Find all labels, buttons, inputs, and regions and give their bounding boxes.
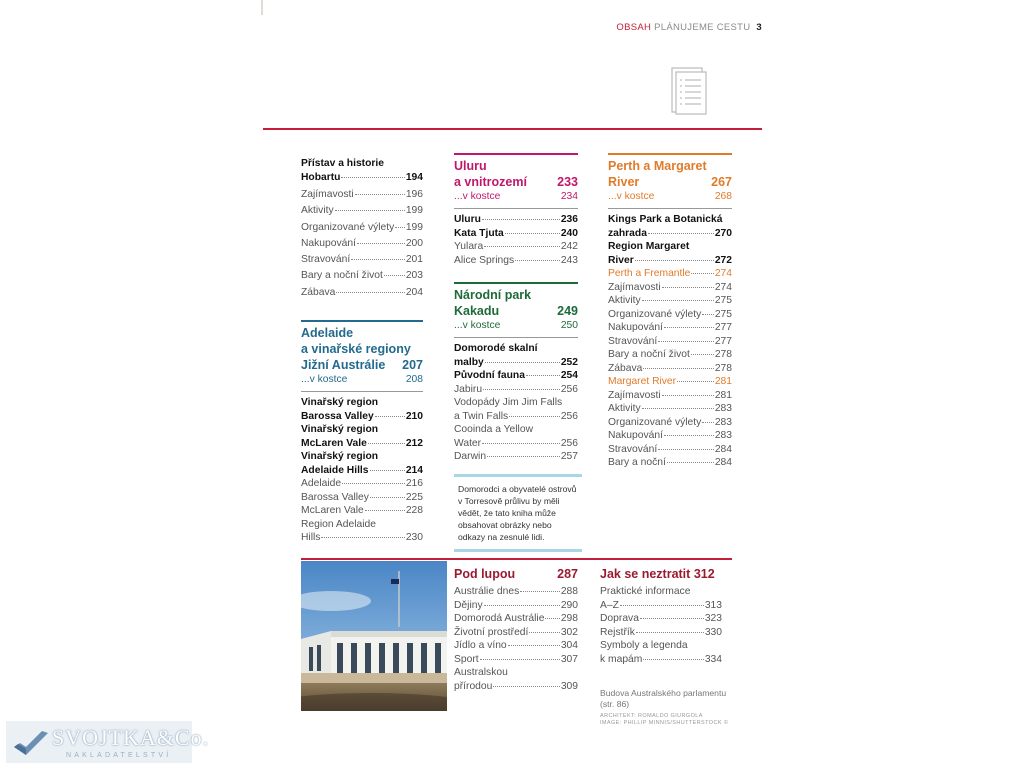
toc-entry[interactable]	[608, 348, 732, 362]
toc-entry-page: 228	[405, 505, 423, 517]
jak-entries	[600, 585, 722, 666]
toc-entry-line1: Symboly a legenda	[600, 640, 688, 651]
toc-entry-label: McLaren Vale	[301, 437, 367, 449]
uluru-entries	[454, 208, 578, 267]
toc-entry-label: A–Z	[600, 599, 619, 611]
toc-entry-page: 330	[704, 626, 722, 638]
toc-entry-label: Jabiru	[454, 383, 483, 395]
toc-entry-label: Uluru	[454, 214, 481, 225]
section-page: 267	[711, 175, 732, 189]
toc-entry-line1: Region Margaret	[608, 241, 690, 252]
toc-entry[interactable]	[454, 585, 578, 599]
section-perth[interactable]	[608, 153, 732, 203]
toc-entry-line1: Australskou	[454, 667, 508, 678]
toc-entry-label: Bary a noční	[608, 457, 666, 468]
toc-entry[interactable]	[454, 450, 578, 464]
toc-entry-page: 252	[560, 356, 578, 368]
toc-entry-page: 199	[405, 221, 423, 233]
toc-entry-page: 281	[714, 389, 732, 401]
toc-entry-page: 256	[560, 383, 578, 395]
toc-entry-label: zahrada	[608, 227, 647, 239]
toc-entry-line1: Vinařský region	[301, 424, 379, 436]
toc-entry-page: 275	[714, 295, 732, 306]
publisher-subtitle: NAKLADATELSTVÍ	[66, 752, 172, 759]
toc-entry-page: 274	[714, 281, 732, 293]
toc-column-2	[454, 153, 578, 464]
section-title-line2: a vinařské regiony	[301, 342, 411, 357]
toc-entry-page: 281	[714, 376, 732, 387]
toc-entry-page: 304	[560, 640, 578, 651]
toc-entry-page: 284	[714, 457, 732, 468]
toc-entry[interactable]	[608, 254, 732, 268]
publisher-logo-icon	[12, 727, 50, 757]
adelaide-entries	[301, 391, 423, 545]
toc-column-1	[301, 157, 423, 545]
toc-entry-page: 236	[560, 214, 578, 225]
toc-entry[interactable]	[301, 531, 423, 545]
section-page: 312	[693, 567, 715, 581]
toc-entry-page: 283	[714, 403, 732, 414]
toc-entry-page: 201	[405, 254, 423, 266]
toc-entry-page: 313	[704, 599, 722, 611]
toc-entry-label: Stravování	[301, 254, 351, 266]
toc-entry[interactable]	[608, 416, 732, 430]
toc-entry-page: 194	[405, 171, 423, 183]
toc-entry-label: Hobartu	[301, 171, 341, 183]
toc-entry-page: 298	[560, 613, 578, 624]
toc-entry-line1: Kings Park a Botanická	[608, 214, 723, 225]
toc-entry-page: 240	[560, 227, 578, 239]
photo-caption: Budova Australského parlamentu (str. 86)	[600, 688, 727, 709]
toc-entry-page: 243	[560, 254, 578, 266]
section-uluru[interactable]	[454, 153, 578, 203]
toc-entry-page: 278	[714, 362, 732, 374]
toc-entry-label: Rejstřík	[600, 626, 635, 638]
toc-entry-label: Stravování	[608, 335, 658, 347]
toc-entry-page: 288	[560, 586, 578, 597]
top-divider	[263, 128, 762, 130]
toc-entry-label: Zábava	[608, 362, 643, 374]
toc-entry[interactable]	[608, 389, 732, 403]
toc-entry[interactable]	[454, 437, 578, 451]
toc-entry-page: 307	[560, 653, 578, 665]
toc-entry-label: a Twin Falls	[454, 410, 509, 422]
section-title-line2: River 267	[608, 175, 732, 189]
toc-column-3	[608, 153, 732, 470]
photo-credit	[600, 713, 732, 726]
section-page: 233	[557, 175, 578, 189]
toc-entry-label: Jídlo a víno	[454, 640, 507, 651]
toc-entry-page: 204	[405, 286, 423, 298]
toc-entry[interactable]	[454, 612, 578, 626]
toc-entry[interactable]	[608, 227, 732, 241]
toc-entry-label: Organizované výlety	[608, 416, 702, 428]
toc-entry[interactable]	[454, 599, 578, 613]
toc-entry-label: Adelaide Hills	[301, 464, 369, 476]
toc-entry[interactable]	[301, 187, 423, 203]
toc-entry-line1: Praktické informace	[600, 586, 691, 597]
toc-entry[interactable]	[608, 281, 732, 295]
toc-entry-line1: Vinařský region	[301, 397, 379, 409]
toc-entry-page: 284	[714, 443, 732, 455]
toc-entry-label: Nakupování	[608, 322, 663, 333]
toc-entry[interactable]	[454, 254, 578, 268]
toc-entry-page: 225	[405, 491, 423, 503]
toc-entry[interactable]	[301, 477, 423, 491]
section-page: 207	[402, 358, 423, 373]
toc-entry[interactable]	[301, 491, 423, 505]
toc-entry-page: 274	[714, 268, 732, 279]
toc-entry-page: 323	[704, 613, 722, 624]
toc-entry[interactable]	[600, 626, 722, 640]
toc-entry-label: malby	[454, 356, 484, 368]
toc-entry-page: 256	[560, 410, 578, 422]
toc-entry-label: McLaren Vale	[301, 505, 364, 517]
toc-entry-page: 334	[704, 653, 722, 665]
toc-entry-label: Adelaide	[301, 478, 342, 490]
toc-entry-label: Hills	[301, 532, 321, 544]
toc-entry-label: Water	[454, 437, 482, 449]
toc-entry[interactable]	[301, 504, 423, 518]
toc-entry-hobart[interactable]	[301, 171, 423, 185]
toc-entry-label: Aktivity	[301, 205, 334, 217]
toc-entry-page: 212	[405, 437, 423, 449]
toc-entry[interactable]	[454, 227, 578, 241]
toc-entry-page: 199	[405, 205, 423, 217]
toc-entry-page: 230	[405, 532, 423, 544]
toc-entry-page: 290	[560, 599, 578, 611]
toc-entry-page: 270	[714, 227, 732, 239]
section-jak-se-neztratit	[600, 566, 722, 666]
toc-entry-page: 272	[714, 254, 732, 266]
section-title[interactable]: Jak se neztratit 312	[600, 567, 715, 581]
toc-entry-page: 256	[560, 437, 578, 449]
toc-entry-hobart-line1: Přístav a historie	[301, 158, 384, 169]
section-page: 249	[557, 304, 578, 318]
toc-entry-label: Kata Tjuta	[454, 227, 504, 239]
toc-entry-label: přírodou	[454, 680, 493, 692]
toc-entry-label: Barossa Valley	[301, 410, 374, 422]
section-title-line3: Jižní Austrálie 207	[301, 358, 423, 373]
perth-entries	[608, 208, 732, 470]
section-title-line1: Uluru	[454, 159, 487, 173]
bottom-divider	[301, 558, 732, 560]
toc-entry[interactable]	[454, 213, 578, 227]
toc-entry[interactable]	[454, 240, 578, 254]
toc-entry-page: 200	[405, 237, 423, 249]
section-title-line1: Adelaide	[301, 326, 354, 341]
toc-entry[interactable]	[608, 362, 732, 376]
toc-entry-page: 257	[560, 451, 578, 462]
toc-entry-label: Austrálie dnes	[454, 586, 520, 597]
toc-entry-page: 203	[405, 270, 423, 282]
toc-entry-line1: Vinařský region	[301, 451, 379, 463]
credit-image: IMAGE: PHILLIP MINNIS/SHUTTERSTOCK ©	[600, 719, 729, 726]
toc-entry-label: Stravování	[608, 443, 658, 455]
toc-entry[interactable]	[608, 335, 732, 349]
toc-entry-label: Bary a noční život	[608, 349, 690, 360]
toc-entry[interactable]	[608, 443, 732, 457]
section-page: 287	[557, 567, 578, 581]
section-title-line2: Kakadu 249	[454, 304, 578, 318]
section-title[interactable]: Pod lupou 287	[454, 567, 578, 581]
hobart-list	[301, 187, 423, 301]
toc-entry[interactable]	[454, 369, 578, 383]
toc-subsection-fremantle[interactable]	[608, 267, 732, 281]
parliament-house-photo	[301, 561, 447, 711]
indigenous-notice: Domorodci a obyvatelé ostrovů v Torresově průlivu by měli vědět, že tato kniha může obsahovat obrázky nebo odkazy na zesnulé lidi.	[454, 474, 582, 552]
toc-entry[interactable]	[454, 410, 578, 424]
section-kostce[interactable]: ...v kostce 250	[454, 320, 578, 331]
toc-entry[interactable]	[301, 203, 423, 219]
toc-entry[interactable]	[608, 321, 732, 335]
toc-entry[interactable]	[454, 653, 578, 667]
toc-entry[interactable]	[600, 653, 722, 667]
toc-entry-label: Nakupování	[301, 237, 356, 249]
toc-entry[interactable]	[301, 410, 423, 424]
pod-lupou-entries	[454, 585, 578, 693]
toc-entry-page: 277	[714, 335, 732, 347]
toc-entry-label: Aktivity	[608, 295, 641, 306]
toc-subsection-margaret[interactable]	[608, 375, 732, 389]
toc-entry-page: 302	[560, 626, 578, 638]
toc-entry-page: 283	[714, 430, 732, 441]
publisher-logo-text: SVOJTKA&Co.	[52, 725, 210, 750]
section-title-line2: a vnitrozemí 233	[454, 175, 578, 189]
toc-entry-label: Barossa Valley	[301, 491, 369, 503]
toc-entry-label: Margaret River	[608, 376, 677, 387]
toc-entry-label: River	[608, 254, 634, 266]
toc-entry[interactable]	[301, 285, 423, 301]
toc-entry-label: Yulara	[454, 241, 484, 252]
toc-entry[interactable]	[600, 612, 722, 626]
publisher-watermark	[6, 721, 210, 763]
toc-entry-label: Nakupování	[608, 430, 663, 441]
toc-entry-line1: Cooinda a Yellow	[454, 424, 534, 435]
toc-entry[interactable]	[301, 437, 423, 451]
section-title-line1: Národní park	[454, 288, 532, 302]
toc-entry[interactable]	[454, 639, 578, 653]
kakadu-entries	[454, 337, 578, 464]
toc-entry-label: Organizované výlety	[608, 308, 702, 320]
toc-entry[interactable]	[608, 429, 732, 443]
section-kostce[interactable]: ...v kostce 268	[608, 191, 732, 202]
toc-entry-label: Perth a Fremantle	[608, 268, 691, 279]
toc-entry-page: 214	[405, 464, 423, 476]
running-header	[616, 22, 762, 33]
toc-entry[interactable]	[454, 356, 578, 370]
toc-entry-label: Bary a noční život	[301, 270, 383, 282]
header-plan: PLÁNUJEME CESTU	[654, 22, 751, 33]
toc-entry-label: Zajímavosti	[608, 281, 661, 293]
toc-entry-label: Doprava	[600, 613, 639, 624]
section-kostce[interactable]: ...v kostce 234	[454, 191, 578, 202]
toc-entry[interactable]	[301, 268, 423, 284]
toc-entry-label: Sport	[454, 653, 479, 665]
toc-entry[interactable]	[301, 252, 423, 268]
toc-entry[interactable]	[454, 626, 578, 640]
toc-entry[interactable]	[600, 599, 722, 613]
toc-entry-page: 210	[405, 410, 423, 422]
toc-entry-label: Domorodá Austrálie	[454, 613, 545, 624]
toc-entry-page: 277	[714, 322, 732, 333]
toc-entry[interactable]	[301, 464, 423, 478]
section-adelaide[interactable]	[301, 320, 423, 386]
toc-entry-label: k mapám	[600, 653, 643, 665]
section-kakadu[interactable]	[454, 282, 578, 332]
toc-entry-label: Zábava	[301, 286, 336, 298]
section-kostce[interactable]: ...v kostce 208	[301, 374, 423, 386]
toc-entry-label: Zajímavosti	[608, 389, 661, 401]
header-page-number: 3	[756, 22, 762, 33]
toc-entry-label: Darwin	[454, 451, 487, 462]
toc-entry[interactable]	[608, 308, 732, 322]
toc-entry-page: 275	[714, 308, 732, 320]
toc-entry[interactable]	[608, 294, 732, 308]
toc-entry[interactable]	[454, 680, 578, 694]
toc-entry[interactable]	[454, 383, 578, 397]
header-obsah: OBSAH	[616, 22, 652, 33]
toc-entry-label: Původní fauna	[454, 370, 525, 381]
toc-entry-label: Dějiny	[454, 599, 483, 611]
toc-entry-page: 242	[560, 241, 578, 252]
toc-entry-line1: Region Adelaide	[301, 518, 376, 530]
toc-entry-page: 216	[405, 478, 423, 490]
toc-entry-label: Aktivity	[608, 403, 641, 414]
toc-entry-page: 196	[405, 189, 423, 200]
document-list-icon	[668, 66, 708, 116]
toc-entry-page: 283	[714, 416, 732, 428]
section-pod-lupou	[454, 566, 578, 693]
toc-entry-label: Zajímavosti	[301, 189, 354, 200]
toc-entry-label: Alice Springs	[454, 254, 515, 266]
toc-entry-page: 254	[560, 370, 578, 381]
credit-architect: ARCHITEKT: ROMALDO GIURGOLA	[600, 713, 703, 719]
section-title-line1: Perth a Margaret	[608, 159, 707, 173]
toc-page	[263, 0, 762, 768]
toc-entry[interactable]	[301, 236, 423, 252]
toc-entry[interactable]	[608, 456, 732, 470]
toc-entry-label: Životní prostředí	[454, 626, 529, 638]
toc-entry-page: 278	[714, 349, 732, 360]
toc-entry[interactable]	[608, 402, 732, 416]
toc-entry-page: 309	[560, 680, 578, 692]
toc-entry-line1: Domorodé skalní	[454, 343, 538, 354]
toc-entry-line1: Vodopády Jim Jim Falls	[454, 397, 563, 408]
toc-entry[interactable]	[301, 220, 423, 236]
toc-entry-label: Organizované výlety	[301, 221, 395, 233]
